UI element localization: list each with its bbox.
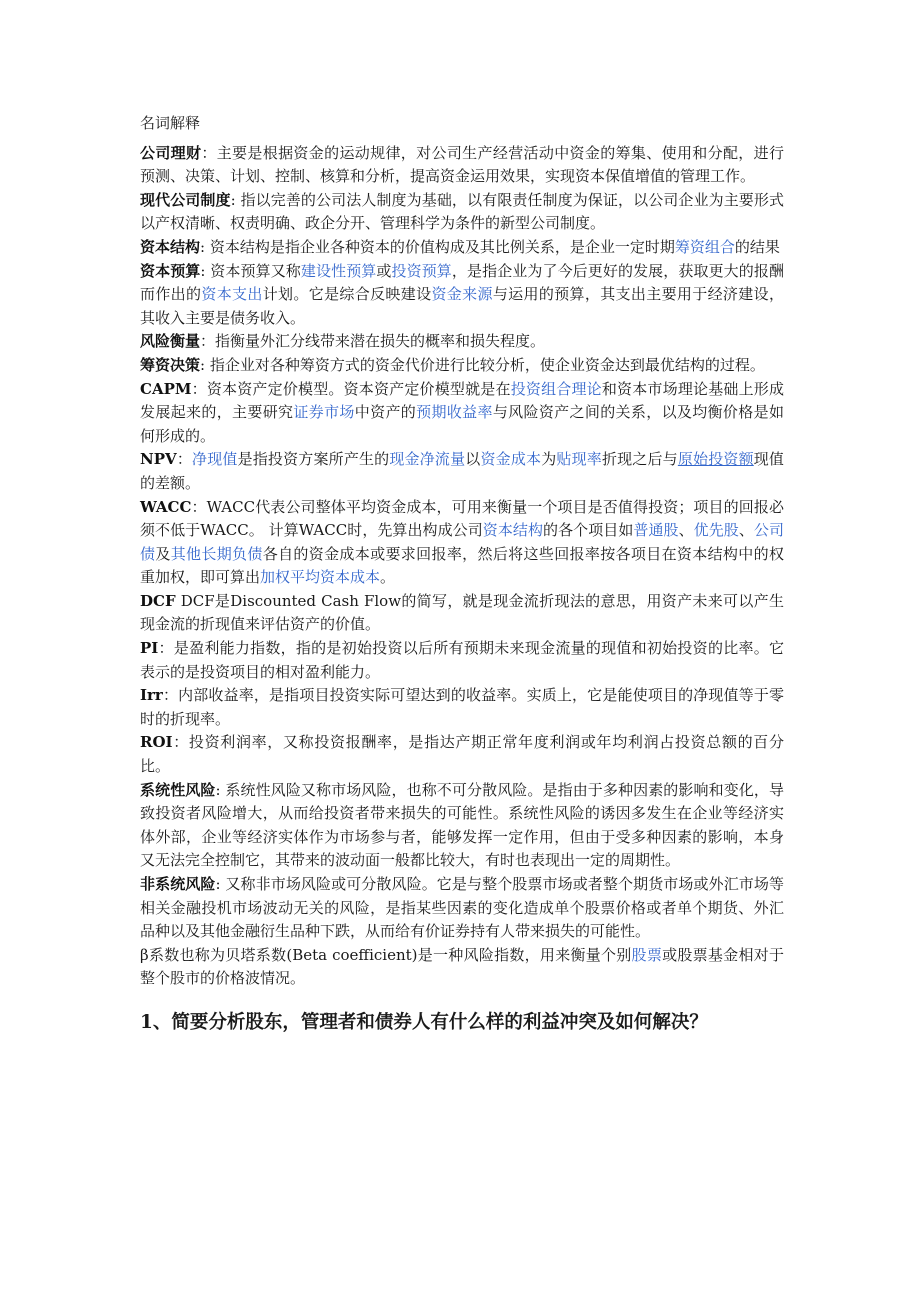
term-link[interactable]: 证券市场 — [293, 403, 355, 422]
glossary-entry — [140, 684, 784, 731]
entry-text: 是指投资方案所产生的 — [237, 450, 390, 469]
term-link[interactable]: 净现值 — [192, 450, 238, 469]
entry-text: : 指以完善的公司法人制度为基础，以有限责任制度为保证，以公司企业为主要形式以产权清晰、权责明确、政企分开、管理科学为条件的新型公司制度。 — [140, 190, 784, 233]
term-link[interactable]: 资本结构 — [482, 521, 544, 540]
term-link[interactable]: 预期收益率 — [416, 403, 493, 422]
glossary-entry — [140, 142, 784, 189]
term-label: NPV — [140, 450, 177, 469]
term-label: 公司理财 — [140, 143, 202, 162]
entry-text: : 又称非市场风险或可分散风险。它是与整个股票市场或者整个期货市场或外汇市场等相关金融投机市场波动无关的风险，是指某些因素的变化造成单个股票价格或者单个期货、外汇品种以及其他金融衍生品种下跌，从而给有价证券持有人带来损失的可能性。 — [140, 875, 784, 941]
term-label: 筹资决策 — [140, 355, 201, 374]
term-label: 系统性风险 — [140, 780, 216, 799]
entry-text: 与风险资产之间的关系，以及均衡价格是如何形成的。 — [140, 403, 784, 445]
glossary-entry — [140, 189, 784, 236]
term-link[interactable]: 普通股 — [633, 521, 679, 540]
glossary-entry — [140, 260, 784, 331]
entry-text: 的结果 — [734, 237, 780, 256]
document-page — [140, 112, 784, 1037]
term-label: Irr — [140, 686, 163, 705]
entry-text: 折现之后与 — [601, 450, 678, 469]
entry-text: 为 — [541, 450, 557, 469]
glossary-entry — [140, 378, 784, 449]
entry-text: 中资产的 — [354, 403, 417, 422]
term-link[interactable]: 资本支出 — [201, 285, 263, 304]
term-label: 风险衡量 — [140, 332, 201, 351]
term-link[interactable]: 筹资组合 — [674, 237, 735, 256]
entry-text: 计划。它是综合反映建设 — [262, 285, 432, 304]
question-heading: 1、简要分析股东，管理者和债券人有什么样的利益冲突及如何解决？ — [140, 1011, 708, 1033]
term-link[interactable]: 现金净流量 — [389, 450, 466, 469]
entry-text: 以 — [465, 450, 481, 469]
entry-text: : 指企业对各种筹资方式的资金代价进行比较分析，使企业资金达到最优结构的过程。 — [200, 355, 765, 374]
term-label: ROI — [140, 733, 173, 752]
entry-text: 或 — [376, 261, 392, 280]
entry-text: ：投资利润率，又称投资报酬率，是指达产期正常年度利润或年均利润占投资总额的百分比。 — [140, 733, 784, 776]
term-link[interactable]: 加权平均资本成本 — [260, 568, 381, 587]
term-label: 现代公司制度 — [140, 190, 231, 209]
term-link[interactable]: 其他长期负债 — [170, 544, 263, 563]
term-label: 资本预算 — [140, 261, 201, 280]
term-link[interactable]: 股票 — [631, 945, 663, 964]
entry-text: : 资本结构是指企业各种资本的价值构成及其比例关系，是企业一定时期 — [200, 237, 675, 256]
term-link[interactable]: 建设性预算 — [300, 261, 377, 280]
term-label: 资本结构 — [140, 237, 201, 256]
glossary-entry — [140, 637, 784, 684]
glossary-entry — [140, 779, 784, 873]
term-link[interactable]: 投资组合理论 — [510, 379, 602, 398]
glossary-entry — [140, 330, 784, 354]
entry-text: 的各个项目如 — [543, 521, 634, 540]
term-label: PI — [140, 639, 159, 658]
term-link[interactable]: 贴现率 — [556, 450, 602, 469]
glossary-entry — [140, 731, 784, 778]
term-link[interactable]: 原始投资额 — [677, 450, 754, 469]
entry-text: : 系统性风险又称市场风险，也称不可分散风险。是指由于多种因素的影响和变化，导致投资者风险增大，从而给投资者带来损失的可能性。系统性风险的诱因多发生在企业等经济实体外部，企业等经济实体作为市场参与者，能够发挥一定作用，但由于受多种因素的影响，本身又无法完全控制它，其带来的波动面一般都比较大，有时也表现出一定的周期性。 — [140, 780, 784, 870]
entry-text: 和资本市场理论基础上形成发展起来的，主要研究 — [140, 379, 784, 422]
entry-text: ，是指企业为了今后更好的发展，获取更大的报酬而作出的 — [140, 261, 784, 304]
entry-text: 及 — [155, 544, 171, 563]
term-link[interactable]: 资金来源 — [431, 285, 493, 304]
glossary-entry — [140, 354, 784, 378]
term-link[interactable]: 优先股 — [693, 521, 739, 540]
entry-text: ：WACC代表公司整体平均资金成本，可用来衡量一个项目是否值得投资；项目的回报必须不低于WACC。 计算WACC时，先算出构成公司 — [140, 497, 784, 540]
glossary-entry — [140, 944, 784, 991]
entry-text: 现值的差额。 — [140, 450, 784, 492]
entry-text: 、 — [678, 521, 694, 540]
entry-text: ：指衡量外汇分线带来潜在损失的概率和损失程度。 — [200, 332, 546, 351]
entry-text: ：内部收益率，是指项目投资实际可望达到的收益率。实质上，它是能使项目的净现值等于零时的折现率。 — [140, 686, 784, 728]
glossary-entry — [140, 590, 784, 637]
entry-text: ：主要是根据资金的运动规律，对公司生产经营活动中资金的筹集、使用和分配，进行预测、决策、计划、控制、核算和分析，提高资金运用效果，实现资本保值增值的管理工作。 — [140, 143, 784, 186]
section-heading: 名词解释 — [140, 114, 201, 132]
term-link[interactable]: 公司债 — [140, 521, 784, 563]
term-label: DCF — [140, 591, 176, 610]
entry-text: ：资本资产定价模型。资本资产定价模型就是在 — [191, 379, 511, 398]
entry-text: ：是盈利能力指数，指的是初始投资以后所有预期未来现金流量的现值和初始投资的比率。它表示的是投资项目的相对盈利能力。 — [140, 639, 784, 681]
entry-text: 。 — [380, 568, 396, 587]
entry-text: 、 — [738, 521, 754, 540]
glossary-entry — [140, 236, 784, 260]
term-label: CAPM — [140, 379, 192, 398]
term-link[interactable]: 资金成本 — [480, 450, 542, 469]
term-link[interactable]: 投资预算 — [391, 261, 452, 280]
entry-text: 与运用的预算，其支出主要用于经济建设，其收入主要是债务收入。 — [140, 285, 784, 327]
glossary-entry — [140, 873, 784, 944]
glossary-entry — [140, 496, 784, 590]
entry-text: 或股票基金相对于整个股市的价格波情况。 — [140, 945, 784, 988]
term-label: WACC — [140, 497, 192, 516]
glossary-list — [140, 142, 784, 991]
term-label: 非系统风险 — [140, 875, 216, 893]
entry-text: 各自的资金成本或要求回报率，然后将这些回报率按各项目在资本结构中的权重加权，即可算出 — [140, 544, 784, 587]
entry-text: β系数也称为贝塔系数(Beta coefficient)是一种风险指数，用来衡量个别 — [140, 945, 632, 964]
entry-text: DCF是Discounted Cash Flow的简写，就是现金流折现法的意思，用资产未来可以产生现金流的折现值来评估资产的价值。 — [140, 591, 784, 634]
entry-text: : 资本预算又称 — [200, 261, 301, 280]
entry-text: ： — [176, 450, 193, 469]
glossary-entry — [140, 448, 784, 495]
